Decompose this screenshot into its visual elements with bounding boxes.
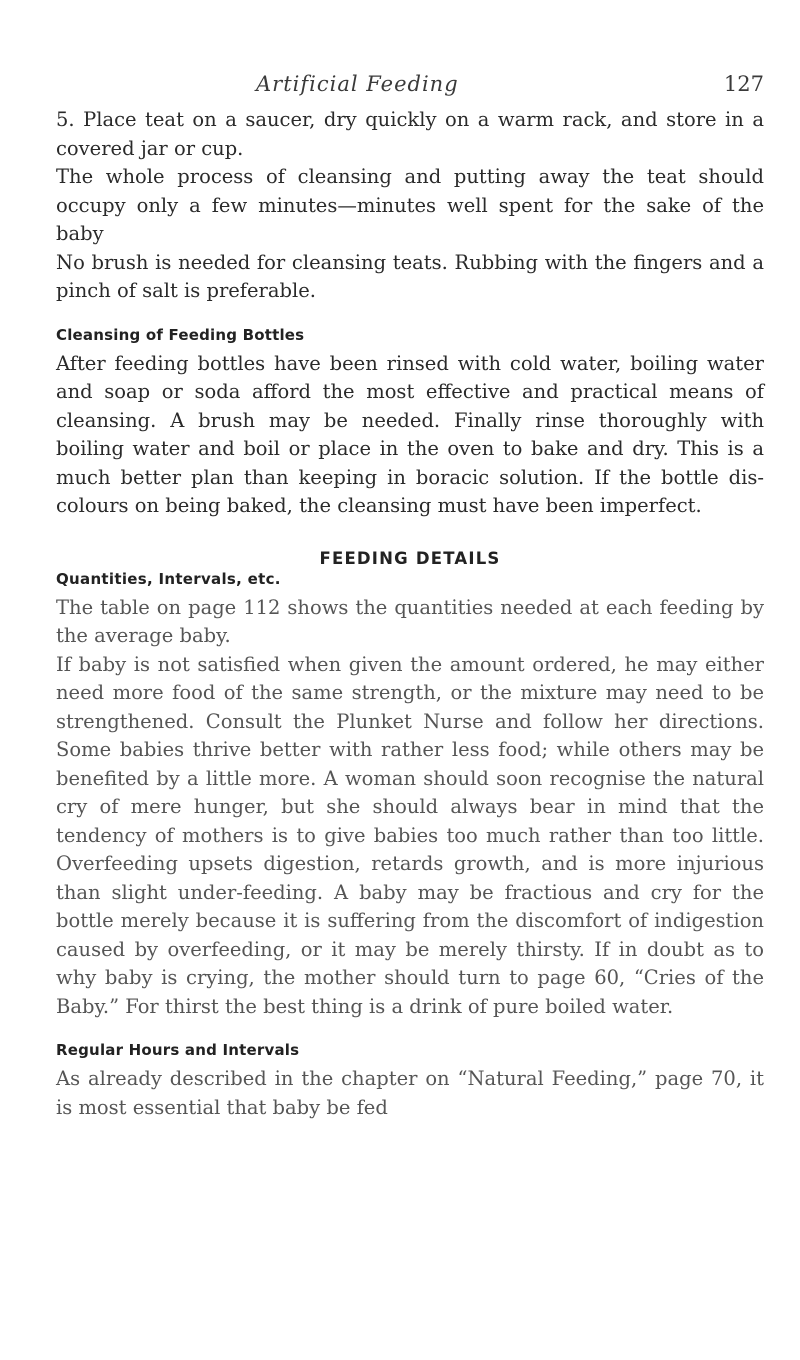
paragraph-no-brush: No brush is needed for cleansing teats. Rubbing with the fingers and a pinch of salt is preferable. <box>56 250 764 302</box>
section-heading-feeding-details: FEEDING DETAILS <box>319 548 501 568</box>
paragraph-step-5: 5. Place teat on a saucer, dry quickly on a warm rack, and store in a covered jar or cup. <box>56 108 764 160</box>
paragraph-table: The table on page 112 shows the quantities needed at each feeding by the average baby. <box>56 595 764 647</box>
book-page <box>56 70 764 1122</box>
page-number: 127 <box>723 72 764 96</box>
paragraph-process: The whole process of cleansing and putting away the teat should occupy only a few minutes—minutes well spent for the sake of the baby <box>56 165 764 245</box>
heading-cleansing-bottles: Cleansing of Feeding Bottles <box>56 325 305 344</box>
running-title: Artificial Feeding <box>256 72 459 96</box>
heading-regular-hours: Regular Hours and Intervals <box>56 1041 300 1059</box>
paragraph-regular: As already described in the chapter on “Natural Feeding,” page 70, it is most essential that baby be fed <box>56 1067 764 1119</box>
paragraph-satisfied: If baby is not satisfied when given the amount ordered, he may either need more food of the same strength, or the mixture may need to be strengthened. Consult the Plunket Nurse and follow her directions. Some babies thrive better with rather less food; while others may be benefited by a little more. A woman should soon recognise the natural cry of mere hunger, but she should always bear in mind that the tendency of mothers is to give babies too much rather than too little. Overfeeding upsets digestion, retards growth, and is more injurious than slight under-feeding. A baby may be fractious and cry for the bottle merely because it is suffering from the discomfort of indigestion caused by overfeeding, or it may be merely thirsty. If in doubt as to why baby is crying, the mother should turn to page 60, “Cries of the Baby.” For thirst the best thing is a drink of pure boiled water. <box>56 652 764 1018</box>
running-head <box>56 70 764 106</box>
subheading-quantities: Quantities, Intervals, etc. <box>56 569 281 588</box>
paragraph-bottles: After feeding bottles have been rinsed with cold water, boiling water and soap or soda afford the most effective and practical means of cleansing. A brush may be needed. Finally rinse thoroughly with boiling water and boil or place in the oven to bake and dry. This is a much better plan than keeping in boracic solution. If the bottle dis-colours on being baked, the cleansing must have been imperfect. <box>56 351 764 517</box>
